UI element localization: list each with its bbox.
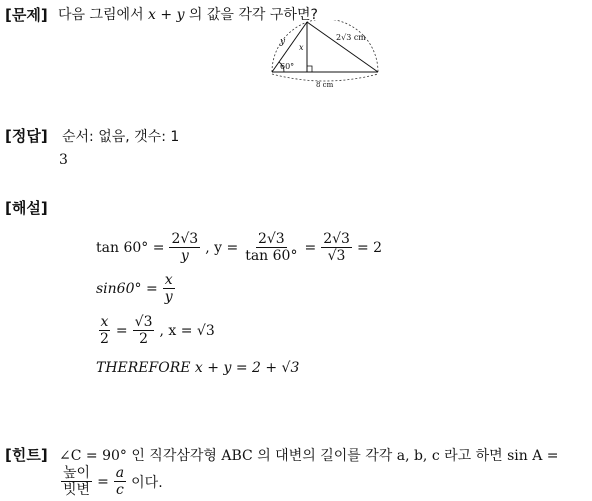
right-angle-mark bbox=[307, 66, 312, 72]
frac-den: c bbox=[116, 482, 124, 499]
frac-den: y bbox=[180, 248, 189, 265]
frac-den: √3 bbox=[327, 248, 346, 265]
line1-frac-3 bbox=[321, 231, 352, 264]
solution-line-2 bbox=[96, 272, 177, 305]
hint-frac-1 bbox=[61, 465, 92, 498]
hint-tail: 이다. bbox=[131, 474, 163, 491]
frac-num: 높이 bbox=[63, 465, 91, 481]
problem-text-after: 의 값을 각각 구하면? bbox=[184, 7, 318, 23]
problem-text-before: 다음 그림에서 bbox=[58, 7, 149, 23]
frac-den: y bbox=[164, 289, 173, 306]
frac-den: 빗변 bbox=[63, 482, 91, 499]
line3-eq: = bbox=[115, 322, 128, 339]
hint-eq: = bbox=[97, 473, 109, 490]
solution-line-4: THEREFORE x + y = 2 + √3 bbox=[96, 360, 300, 376]
line2-lhs: sin60° = bbox=[96, 280, 158, 297]
answer-value: 3 bbox=[59, 152, 68, 168]
label-angle: 60° bbox=[280, 62, 295, 71]
line1-result: = 2 bbox=[356, 239, 383, 256]
line1-lhs: tan 60° = bbox=[96, 239, 165, 256]
frac-num: √3 bbox=[134, 314, 153, 330]
label-x: x bbox=[299, 43, 304, 52]
frac-num: 2√3 bbox=[323, 231, 350, 247]
hint-line-2 bbox=[59, 465, 163, 498]
hint-frac-2 bbox=[114, 465, 126, 498]
line3-frac-1 bbox=[98, 314, 111, 347]
problem-expression: x + y bbox=[148, 7, 185, 23]
hint-line-1: ∠C = 90° 인 직각삼각형 ABC 의 대변의 길이를 각각 a, b, c 라고 하면 sin A = bbox=[59, 448, 559, 464]
solution-label: [해설] bbox=[5, 199, 48, 217]
answer-label: [정답] bbox=[5, 127, 48, 145]
frac-num: 2√3 bbox=[171, 231, 199, 247]
solution-line-3 bbox=[96, 314, 215, 347]
frac-num: 2√3 bbox=[257, 231, 285, 247]
solution-line-1 bbox=[96, 231, 382, 264]
hint-label: [힌트] bbox=[5, 446, 48, 464]
frac-num: x bbox=[100, 314, 109, 330]
problem-label: [문제] bbox=[5, 6, 48, 24]
frac-num: a bbox=[115, 465, 125, 481]
label-y: y bbox=[280, 37, 286, 47]
line3-rhs: , x = √3 bbox=[159, 322, 215, 339]
answer-meta: 순서: 없음, 갯수: 1 bbox=[62, 129, 180, 145]
line2-frac bbox=[163, 272, 175, 305]
frac-den: 2 bbox=[100, 331, 109, 348]
line1-frac-1 bbox=[169, 231, 200, 264]
frac-num: x bbox=[164, 272, 173, 288]
line3-frac-2 bbox=[133, 314, 155, 347]
side-hyp bbox=[307, 22, 378, 72]
problem-figure bbox=[266, 20, 384, 92]
diameter-dashed bbox=[272, 74, 378, 81]
label-base: 8 cm bbox=[316, 81, 334, 89]
line1-frac-2 bbox=[243, 231, 299, 264]
label-hypotenuse: 2√3 cm bbox=[336, 33, 366, 42]
line1-mid: , y = bbox=[205, 239, 239, 256]
line1-eq: = bbox=[304, 239, 317, 256]
frac-den: 2 bbox=[139, 331, 149, 348]
frac-den: tan 60° bbox=[245, 248, 298, 265]
